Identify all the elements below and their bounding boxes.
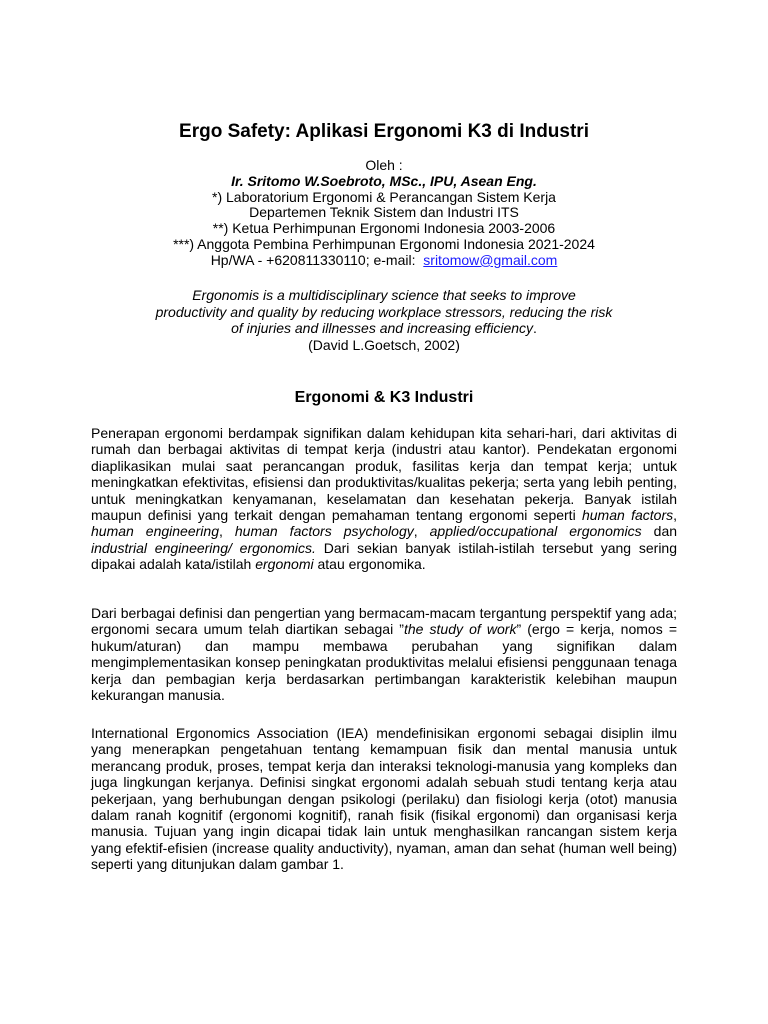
term-industrial-engineering: industrial engineering/ ergonomics. — [91, 539, 316, 556]
paragraph-2 — [91, 605, 677, 703]
affiliation-line-1: *) Laboratorium Ergonomi & Perancangan Sistem Kerja — [212, 188, 556, 205]
author-header — [0, 158, 768, 269]
term-ergonomi: ergonomi — [255, 556, 314, 573]
contact-line — [0, 253, 768, 269]
email-link[interactable]: sritomow@gmail.com — [423, 251, 558, 268]
epigraph-quote — [0, 287, 768, 353]
paragraph-3-text: International Ergonomics Association (IEA) mendefinisikan ergonomi sebagai disiplin ilmu yang menerapkan pengetahuan tentang kemampuan fisik dan mental manusia untuk merancang produk, proses, tempat kerja dan interaksi teknologi-manusia yang kompleks dan juga lingkungan kerjanya. Definisi singkat ergonomi adalah sebuah studi tentang kerja atau pekerjaan, yang berhubungan dengan psikologi (perilaku) dan fisiologi kerja (otot) manusia dalam ranah kognitif (ergonomi kognitif), ranah fisik (fisikal ergonomi) dan organisasi kerja manusia. Tujuan yang ingin dicapai tidak lain untuk menghasilkan rancangan sistem kerja yang efektif-efisien (increase quality anductivity), nyaman, aman dan sehat (human well being) seperti yang ditunjukan dalam gambar 1. — [91, 725, 677, 873]
paragraph-1-sep-3: , — [413, 523, 430, 540]
paragraph-2-part-2: ” (ergo = kerja, nomos = hukum/aturan) dan mampu membawa perubahan yang signifikan dalam mengimplementasikan konsep peningkatan produktivitas melalui efisiensi penggunaan tenaga kerja dan pembagian kerja berdasarkan pertimbangan karakteristik kelebihan maupun kekurangan manusia. — [91, 621, 677, 704]
term-human-factors-psychology: human factors psychology — [234, 523, 414, 540]
term-study-of-work: the study of work — [403, 621, 517, 638]
contact-prefix: Hp/WA - +620811330110; e-mail: — [210, 251, 416, 268]
term-applied-ergonomics: applied/occupational ergonomics — [429, 523, 642, 540]
paragraph-1-part-3: atau ergonomika. — [313, 556, 426, 573]
paragraph-2-part-1: Dari berbagai definisi dan pengertian yang bermacam-macam tergantung perspektif yang ada; ergonomi secara umum telah diartikan sebagai ” — [91, 605, 677, 638]
quote-line-3-end: . — [533, 320, 537, 336]
paragraph-1-sep-2: , — [218, 523, 235, 540]
quote-line-3-wrap — [0, 320, 768, 337]
author-name: Ir. Sritomo W.Soebroto, MSc., IPU, Asean Eng. — [231, 172, 537, 189]
quote-line-2: productivity and quality by reducing workplace stressors, reducing the risk — [155, 303, 613, 320]
document-title: Ergo Safety: Aplikasi Ergonomi K3 di Industri — [179, 121, 589, 142]
affiliation-line-4: ***) Anggota Pembina Perhimpunan Ergonomi Indonesia 2021-2024 — [173, 235, 595, 252]
paragraph-3 — [91, 725, 677, 873]
affiliation-line-2: Departemen Teknik Sistem dan Industri ITS — [249, 204, 519, 221]
term-human-engineering: human engineering — [91, 523, 219, 540]
section-heading: Ergonomi & K3 Industri — [294, 389, 474, 406]
quote-line-3: of injuries and illnesses and increasing efficiency — [231, 320, 534, 336]
term-human-factors: human factors — [581, 507, 674, 524]
paragraph-1 — [91, 425, 677, 573]
quote-source: (David L.Goetsch, 2002) — [308, 336, 460, 353]
affiliation-line-3: **) Ketua Perhimpunan Ergonomi Indonesia 2003-2006 — [212, 220, 556, 237]
quote-line-1: Ergonomis is a multidisciplinary science that seeks to improve — [192, 287, 576, 303]
paragraph-1-sep-1: , — [673, 507, 677, 524]
paragraph-1-part-2: Dari sekian banyak istilah-istilah tersebut yang sering dipakai adalah kata/istilah — [91, 539, 678, 573]
paragraph-1-sep-4: dan — [641, 523, 678, 540]
by-label: Oleh : — [365, 157, 403, 173]
paragraph-1-part-1: Penerapan ergonomi berdampak signifikan dalam kehidupan kita sehari-hari, dari aktivitas di rumah dan berbagai aktivitas di tempat kerja (industri atau kantor). Pendekatan ergonomi diaplikasikan mulai saat perancangan produk, fasilitas kerja dan tempat kerja; untuk meningkatkan efektivitas, efisiensi dan produktivitas/kualitas pekerja; serta yang lebih penting, untuk meningkatkan kenyamanan, keselamatan dan kesehatan pekerja. Banyak istilah maupun definisi yang terkait dengan pemahaman tentang ergonomi seperti — [91, 425, 677, 524]
